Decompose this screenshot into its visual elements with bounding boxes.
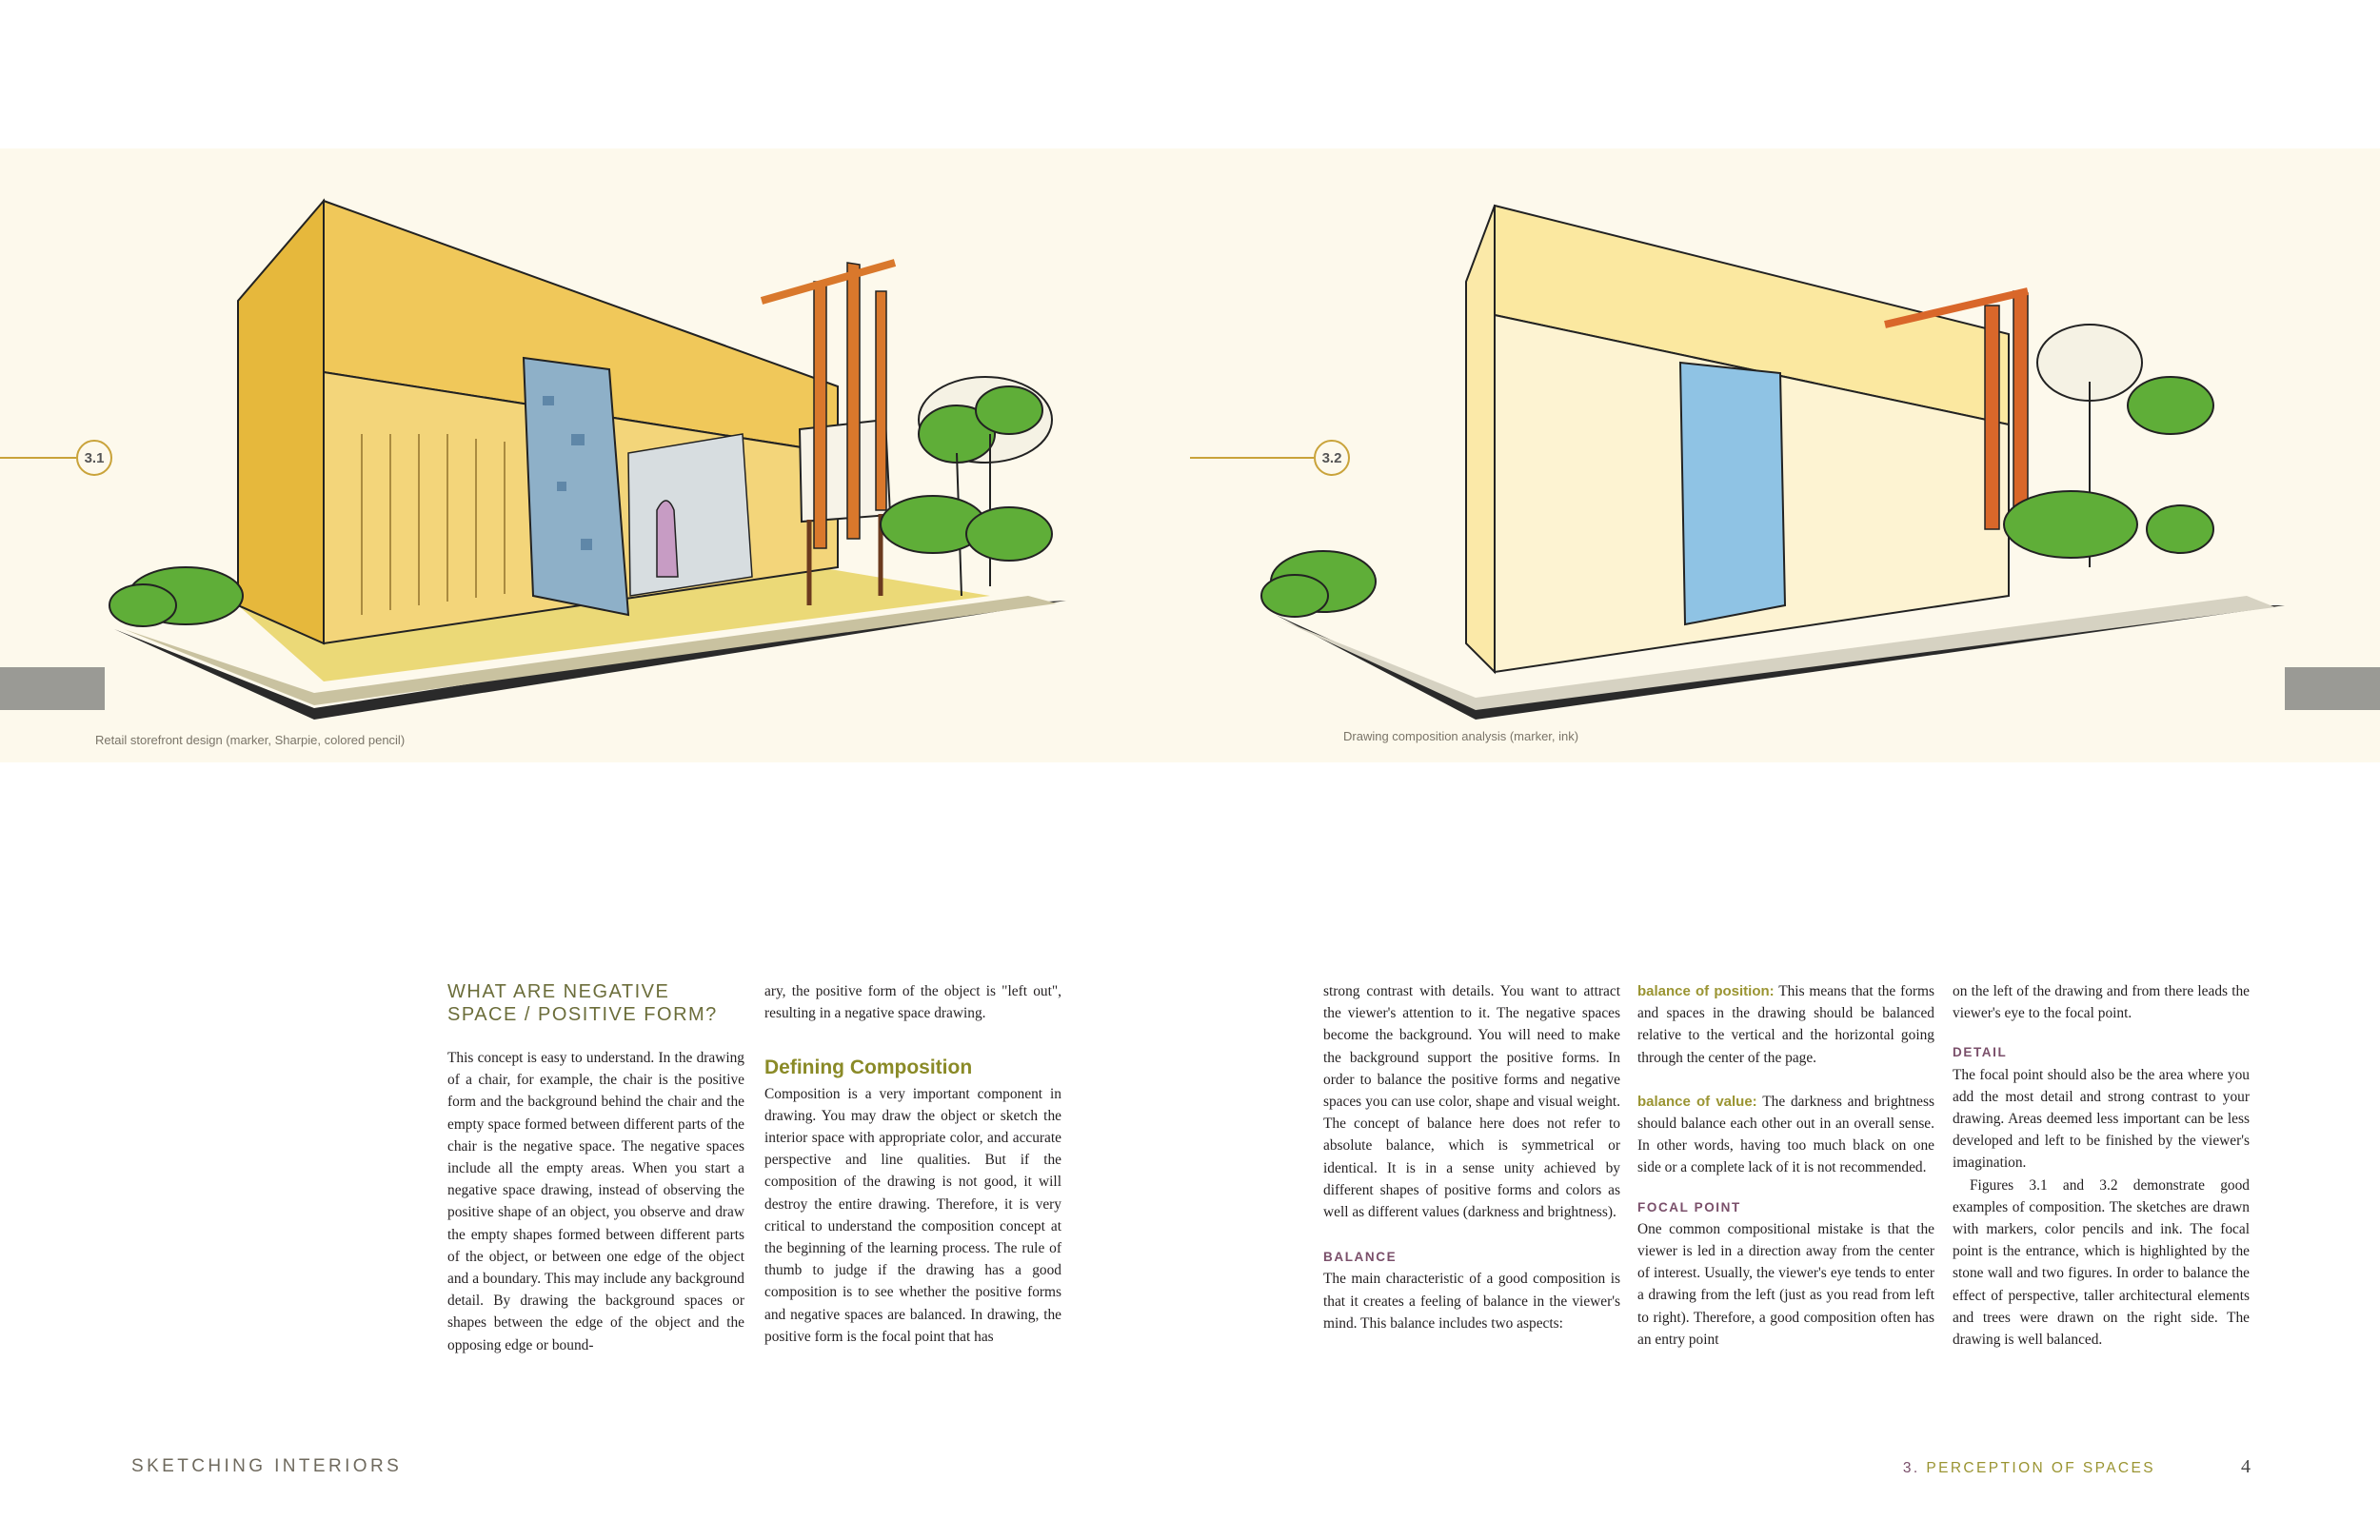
balance-position-text: This means that the forms and spaces in the drawing should be balanced relative to the vertical and the horizontal going through the center of the page.	[1637, 983, 1934, 1066]
paragraph: Figures 3.1 and 3.2 demonstrate good examples of composition. The sketches are drawn with markers, color pencils and ink. The focal point is the entrance, which is highlighted by the stone wall and two figures. In order to balance the effect of perspective, taller architectural elements and trees were drawn on the right side. The drawing is well balanced.	[1953, 1176, 2250, 1349]
section-heading	[447, 980, 744, 1026]
paragraph: strong contrast with details. You want to attract the viewer's attention to it. The negative spaces become the background. You will need to make the background support the positive forms. In order to balance the positive forms and negative spaces you can use color, shape and visual weight. The concept of balance here does not refer to absolute balance, which is symmetrical or identical. It is in a sense unity achieved by different shapes of positive forms and colors as well as different values (darkness and brightness).	[1323, 983, 1620, 1221]
paragraph: ary, the positive form of the object is "left out", resulting in a negative space drawing.	[764, 983, 1061, 1022]
paragraph: The main characteristic of a good composition is that it creates a feeling of balance in the viewer's mind. This balance includes two aspects:	[1323, 1271, 1620, 1332]
text-column-3	[1323, 980, 1620, 1334]
paragraph: One common compositional mistake is that the viewer is led in a direction away from the center of interest. Usually, the viewer's eye tends to enter a drawing from the left (just as you read from left to right). Therefore, a good composition often has an entry point	[1637, 1220, 1934, 1348]
figure-3-1-badge: 3.1	[76, 440, 112, 476]
section-heading-line-2: SPACE / POSITIVE FORM?	[447, 1004, 718, 1025]
balance-position-paragraph	[1637, 980, 1934, 1069]
balance-value-text: The darkness and brightness should balance each other out in an overall sense. In other words, having too much black on one side or a complete lack of it is not recommended.	[1637, 1093, 1934, 1176]
subheading-detail: DETAIL	[1953, 1045, 2008, 1060]
figure-3-2-leader-line	[1190, 457, 1314, 459]
text-column-5	[1953, 980, 2250, 1351]
running-footer-book-title: SKETCHING INTERIORS	[131, 1456, 403, 1476]
figure-3-2-sketch	[1190, 148, 2380, 762]
page-number: 4	[2241, 1456, 2251, 1477]
paragraph: Composition is a very important component in drawing. You may draw the object or sketch the interior space with appropriate color, and accurate perspective and line qualities. But if the composition of the drawing is not good, it will destroy the entire drawing. Therefore, it is very critical to understand the composition concept at the beginning of the learning process. The rule of thumb to judge if the drawing has a good composition is to see whether the positive forms and negative spaces are balanced. In drawing, the positive form is the focal point that has	[764, 1085, 1061, 1345]
paragraph: on the left of the drawing and from there leads the viewer's eye to the focal point.	[1953, 983, 2250, 1022]
paragraph: The focal point should also be the area where you add the most detail and strong contrast to your drawing. Areas deemed less important can be less developed and left to be finished by the viewer's imagination.	[1953, 1066, 2250, 1172]
balance-value-paragraph	[1637, 1091, 1934, 1179]
text-column-2	[764, 980, 1061, 1348]
balance-position-lead: balance of position:	[1637, 983, 1775, 999]
illustration-band	[0, 148, 2380, 762]
chapter-number: 3.	[1902, 1460, 1920, 1476]
section-heading-line-1: WHAT ARE NEGATIVE	[447, 981, 670, 1002]
paragraph: This concept is easy to understand. In the drawing of a chair, for example, the chair is the positive form and the background behind the chair and the empty space formed between different parts of the chair is the negative space. The negative spaces include all the empty areas. When you start a negative space drawing, instead of observing the positive shape of an object, you observe and draw the empty shapes formed between different parts of the object, or between one edge of the object and a boundary. This may include any background detail. By drawing the background spaces or shapes between the edge of the object and the opposing edge or bound-	[447, 1050, 744, 1353]
figure-3-1-sketch	[0, 148, 1190, 762]
subheading-balance: BALANCE	[1323, 1250, 1398, 1265]
subheading-defining-composition: Defining Composition	[764, 1056, 973, 1079]
chapter-title: PERCEPTION OF SPACES	[1926, 1460, 2155, 1476]
subheading-focal-point: FOCAL POINT	[1637, 1199, 1741, 1214]
text-column-1	[447, 980, 744, 1356]
figure-3-2-caption: Drawing composition analysis (marker, ink)	[1343, 729, 1579, 743]
figure-3-1-leader-line	[0, 457, 76, 459]
balance-value-lead: balance of value:	[1637, 1093, 1757, 1110]
running-footer-chapter	[1903, 1460, 2155, 1477]
text-column-4	[1637, 980, 1934, 1351]
figure-3-2-badge: 3.2	[1314, 440, 1350, 476]
figure-3-1-caption: Retail storefront design (marker, Sharpie, colored pencil)	[95, 733, 406, 747]
